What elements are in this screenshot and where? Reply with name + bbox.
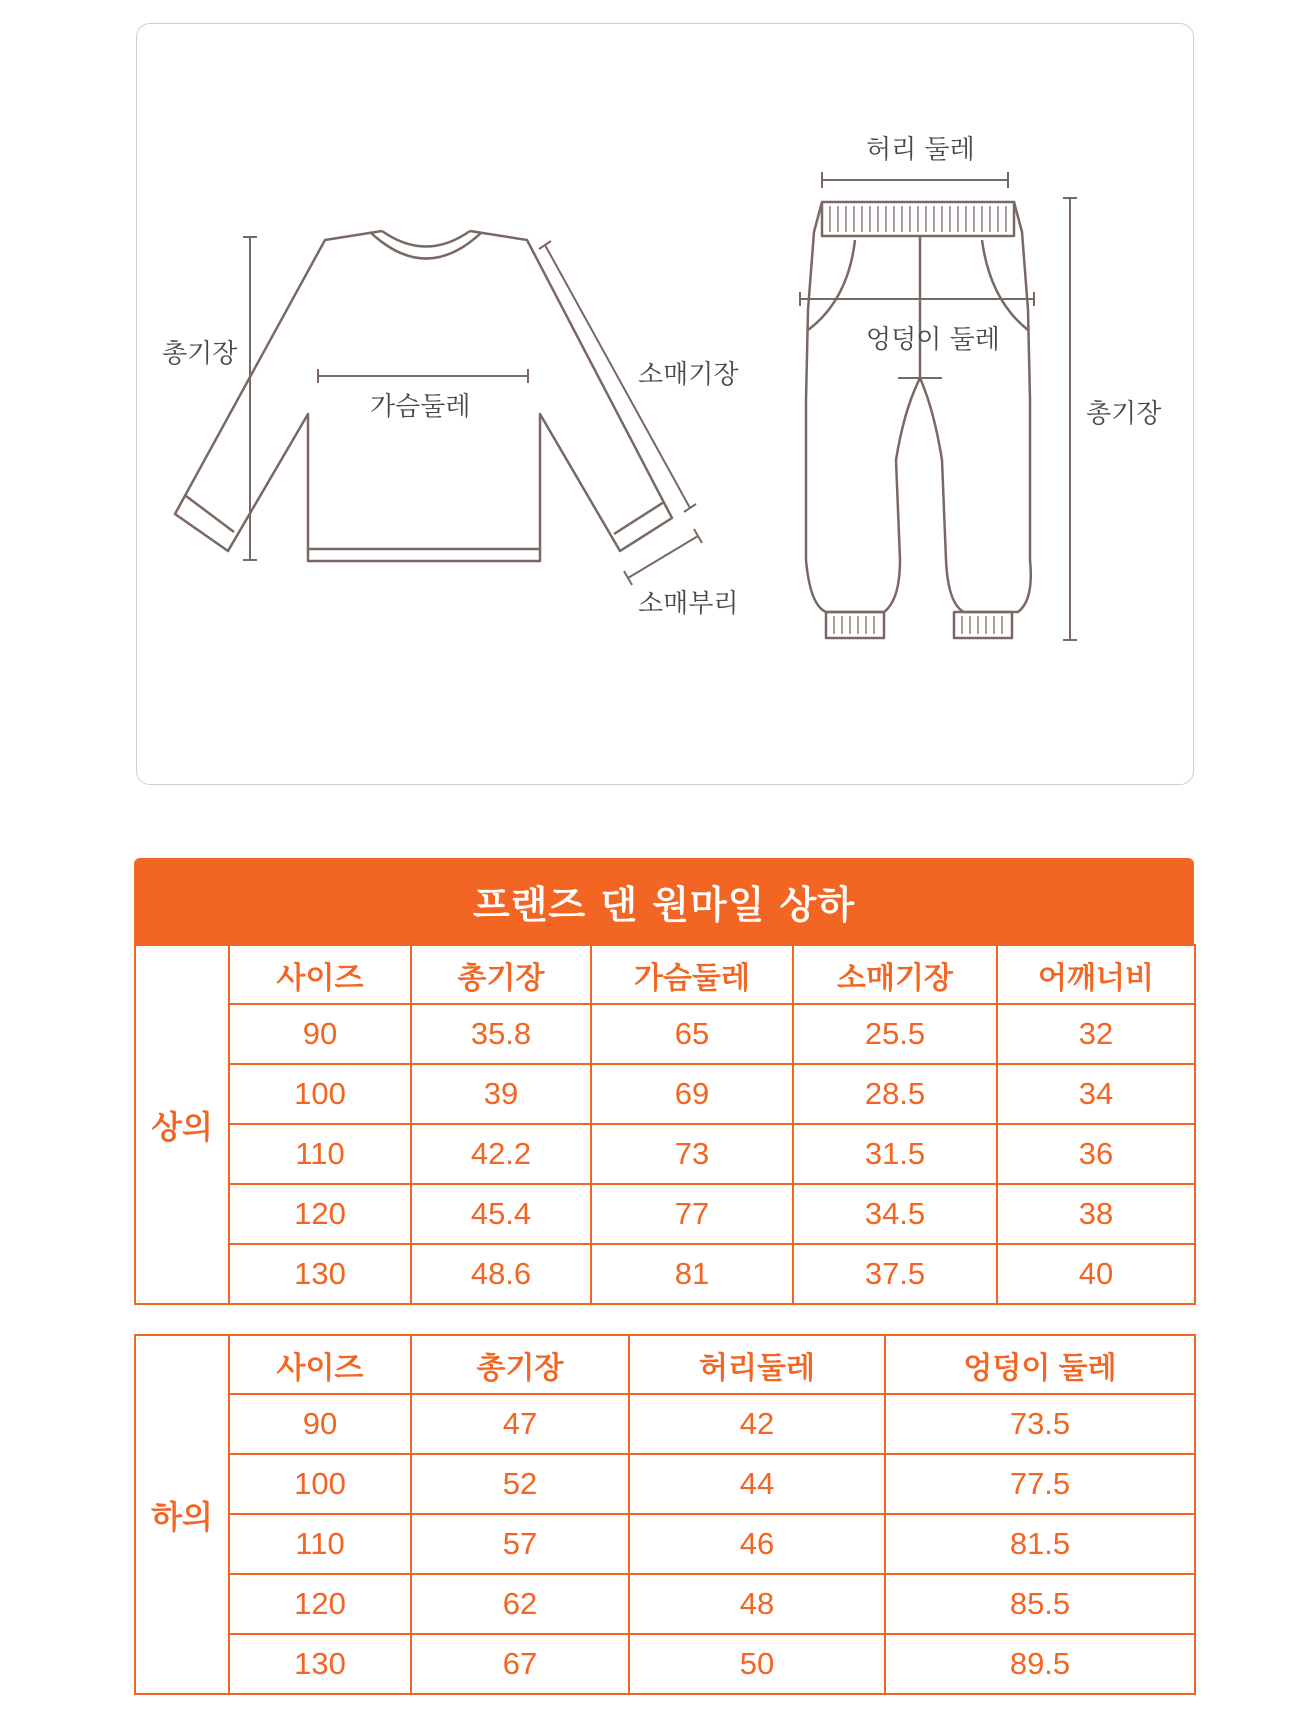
table-cell: 90 <box>229 1394 411 1454</box>
table-cell: 39 <box>411 1064 591 1124</box>
table-cell: 100 <box>229 1064 411 1124</box>
table-cell: 48.6 <box>411 1244 591 1304</box>
column-header: 소매기장 <box>793 945 997 1004</box>
table-cell: 47 <box>411 1394 629 1454</box>
shirt-chest-line <box>318 369 528 383</box>
pants-right-cuff <box>954 612 1012 638</box>
pants-total-length-label: 총기장 <box>1086 399 1162 429</box>
table-cell: 45.4 <box>411 1184 591 1244</box>
table-cell: 73 <box>591 1124 793 1184</box>
column-header: 사이즈 <box>229 945 411 1004</box>
left-cuff-rib-lines <box>834 616 874 634</box>
shirt-chest-label: 가슴둘레 <box>370 392 471 422</box>
table-cell: 34.5 <box>793 1184 997 1244</box>
table-row <box>135 1244 1195 1304</box>
table-header-row <box>135 1335 1195 1394</box>
table-cell: 81 <box>591 1244 793 1304</box>
size-chart-title: 프랜즈 댄 원마일 상하 <box>134 858 1194 944</box>
table-cell: 42 <box>629 1394 885 1454</box>
table-cell: 44 <box>629 1454 885 1514</box>
table-cell: 36 <box>997 1124 1195 1184</box>
table-cell: 32 <box>997 1004 1195 1064</box>
table-cell: 100 <box>229 1454 411 1514</box>
table-row <box>135 1004 1195 1064</box>
table-cell: 110 <box>229 1124 411 1184</box>
top-group-label: 상의 <box>135 945 229 1304</box>
table-row <box>135 1064 1195 1124</box>
table-cell: 52 <box>411 1454 629 1514</box>
measurement-diagram <box>0 0 1290 800</box>
table-cell: 31.5 <box>793 1124 997 1184</box>
table-cell: 85.5 <box>885 1574 1195 1634</box>
right-cuff-rib-lines <box>962 616 1002 634</box>
column-header: 총기장 <box>411 1335 629 1394</box>
table-cell: 37.5 <box>793 1244 997 1304</box>
table-cell: 38 <box>997 1184 1195 1244</box>
table-cell: 130 <box>229 1244 411 1304</box>
column-header: 사이즈 <box>229 1335 411 1394</box>
table-cell: 57 <box>411 1514 629 1574</box>
table-cell: 35.8 <box>411 1004 591 1064</box>
shirt-sleeve-length-label: 소매기장 <box>638 360 739 390</box>
pants-hip-label: 엉덩이 둘레 <box>866 325 1000 355</box>
table-cell: 42.2 <box>411 1124 591 1184</box>
top-size-table <box>134 944 1196 1305</box>
table-row <box>135 1634 1195 1694</box>
pants-waist-label: 허리 둘레 <box>866 135 975 165</box>
table-cell: 77.5 <box>885 1454 1195 1514</box>
pants-outline <box>806 202 1031 612</box>
table-cell: 25.5 <box>793 1004 997 1064</box>
table-cell: 77 <box>591 1184 793 1244</box>
column-header: 총기장 <box>411 945 591 1004</box>
table-header-row <box>135 945 1195 1004</box>
waistband-rib-lines <box>830 206 1006 232</box>
table-cell: 40 <box>997 1244 1195 1304</box>
table-cell: 50 <box>629 1634 885 1694</box>
bottom-group-label: 하의 <box>135 1335 229 1694</box>
table-row <box>135 1184 1195 1244</box>
table-cell: 48 <box>629 1574 885 1634</box>
table-cell: 110 <box>229 1514 411 1574</box>
column-header: 가슴둘레 <box>591 945 793 1004</box>
table-row <box>135 1514 1195 1574</box>
pants-total-length-line <box>1063 198 1077 640</box>
shirt-sleeve-cuff-label: 소매부리 <box>638 589 739 619</box>
table-row <box>135 1394 1195 1454</box>
table-cell: 81.5 <box>885 1514 1195 1574</box>
pants-waist-line <box>822 172 1008 188</box>
shirt-total-length-line <box>243 237 257 560</box>
table-cell: 89.5 <box>885 1634 1195 1694</box>
table-cell: 90 <box>229 1004 411 1064</box>
pants-left-pocket <box>808 240 855 330</box>
table-cell: 65 <box>591 1004 793 1064</box>
shirt-total-length-label: 총기장 <box>162 339 238 369</box>
bottom-size-table <box>134 1334 1196 1695</box>
shirt-cuff-line <box>624 529 702 585</box>
table-row <box>135 1124 1195 1184</box>
table-cell: 120 <box>229 1184 411 1244</box>
table-row <box>135 1574 1195 1634</box>
pants-right-pocket <box>982 240 1028 330</box>
table-cell: 69 <box>591 1064 793 1124</box>
column-header: 어깨너비 <box>997 945 1195 1004</box>
column-header: 허리둘레 <box>629 1335 885 1394</box>
table-cell: 130 <box>229 1634 411 1694</box>
table-cell: 28.5 <box>793 1064 997 1124</box>
column-header: 엉덩이 둘레 <box>885 1335 1195 1394</box>
table-cell: 120 <box>229 1574 411 1634</box>
table-cell: 62 <box>411 1574 629 1634</box>
shirt-neckline <box>382 231 470 247</box>
pants-left-cuff <box>826 612 884 638</box>
table-row <box>135 1454 1195 1514</box>
table-cell: 34 <box>997 1064 1195 1124</box>
table-cell: 46 <box>629 1514 885 1574</box>
table-cell: 73.5 <box>885 1394 1195 1454</box>
table-cell: 67 <box>411 1634 629 1694</box>
